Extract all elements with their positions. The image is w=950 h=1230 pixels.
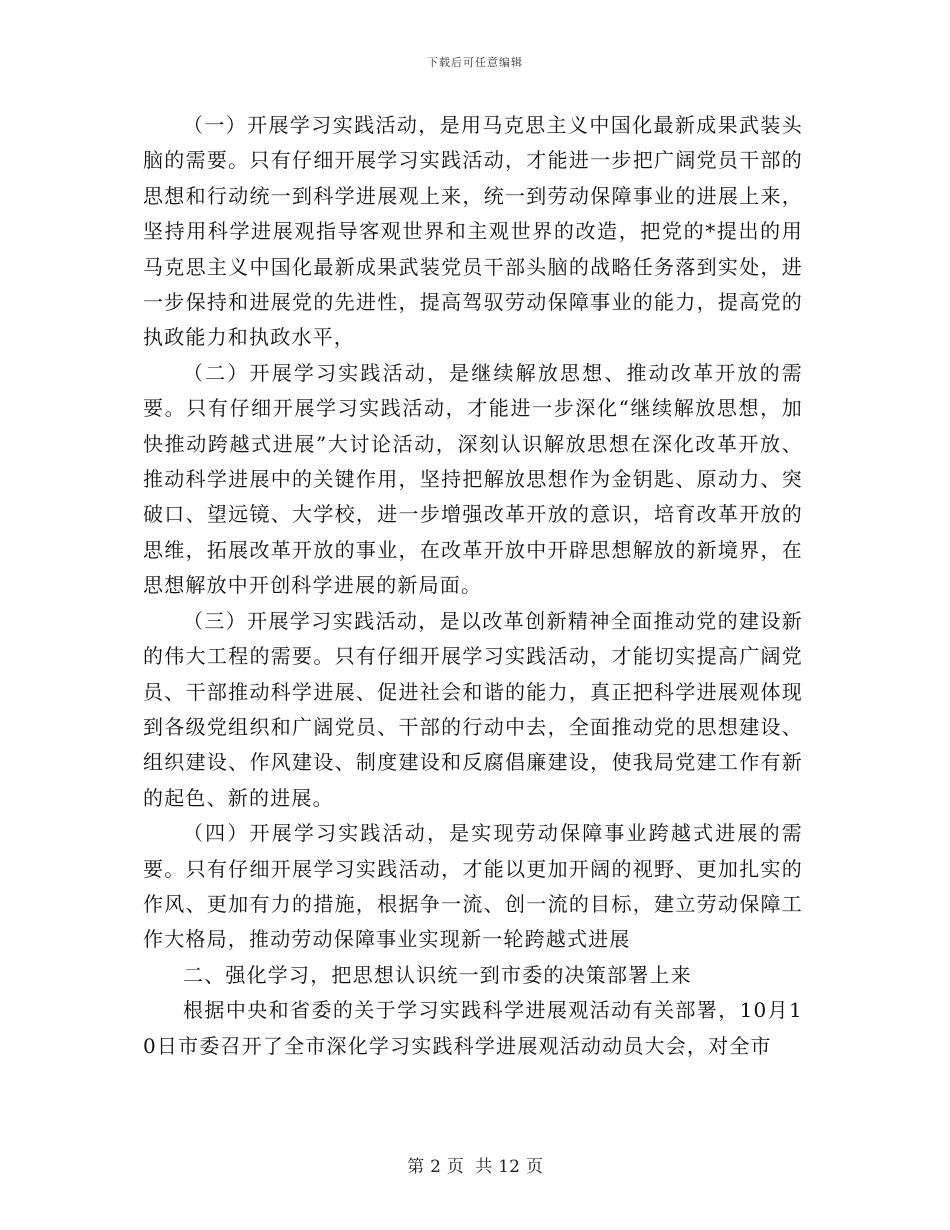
footer-prefix: 第 bbox=[407, 1157, 425, 1177]
footer-suffix: 页 bbox=[525, 1157, 543, 1177]
footer-page-number: 2 bbox=[430, 1157, 441, 1177]
paragraph-6: 根据中央和省委的关于学习实践科学进展观活动有关部署，10月10日市委召开了全市深化学习实践科学进展观活动动员大会，对全市 bbox=[143, 998, 803, 1058]
paragraph-3: （三）开展学习实践活动，是以改革创新精神全面推动党的建设新的伟大工程的需要。只有仔细开展学习实践活动，才能切实提高广阔党员、干部推动科学进展、促进社会和谐的能力，真正把科学进展观体现到各级党组织和广阔党员、干部的行动中去，全面推动党的思想建设、组织建设、作风建设、制度建设和反腐倡廉建设，使我局党建工作有新的起色、新的进展。 bbox=[143, 608, 803, 810]
document-body bbox=[143, 108, 803, 1064]
footer-middle: 页 共 bbox=[446, 1157, 493, 1177]
page-header: 下载后可任意编辑 bbox=[427, 56, 523, 69]
page-footer bbox=[0, 1152, 950, 1177]
paragraph-2: （二）开展学习实践活动，是继续解放思想、推动改革开放的需要。只有仔细开展学习实践活动，才能进一步深化“继续解放思想，加快推动跨越式进展”大讨论活动，深刻认识解放思想在深化改革开放、推动科学进展中的关键作用，坚持把解放思想作为金钥匙、原动力、突破口、望远镜、大学校，进一步增强改革开放的意识，培育改革开放的思维，拓展改革开放的事业，在改革开放中开辟思想解放的新境界，在思想解放中开创科学进展的新局面。 bbox=[143, 360, 803, 598]
section-heading: 二、强化学习，把思想认识统一到市委的决策部署上来 bbox=[183, 962, 692, 987]
footer-total-pages: 12 bbox=[498, 1157, 520, 1177]
paragraph-4: （四）开展学习实践活动，是实现劳动保障事业跨越式进展的需要。只有仔细开展学习实践活动，才能以更加开阔的视野、更加扎实的作风、更加有力的措施，根据争一流、创一流的目标，建立劳动保障工作大格局，推动劳动保障事业实现新一轮跨越式进展 bbox=[143, 821, 803, 952]
paragraph-1: （一）开展学习实践活动，是用马克思主义中国化最新成果武装头脑的需要。只有仔细开展学习实践活动，才能进一步把广阔党员干部的思想和行动统一到科学进展观上来，统一到劳动保障事业的进展上来，坚持用科学进展观指导客观世界和主观世界的改造，把党的*提出的用马克思主义中国化最新成果武装党员干部头脑的战略任务落到实处，进一步保持和进展党的先进性，提高驾驭劳动保障事业的能力，提高党的执政能力和执政水平， bbox=[143, 113, 803, 350]
